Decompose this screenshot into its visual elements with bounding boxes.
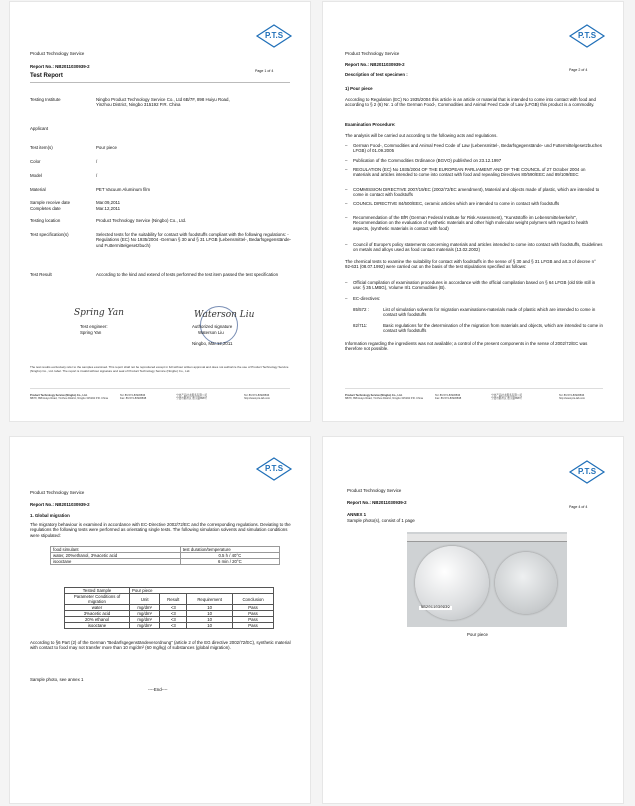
- footer-cn-address: 宁波市鄞州区 惠宇路898号: [176, 397, 207, 401]
- footer-address: 6B/7F, 898 Huiyu Road, Yinzhou District, Ningbo 315192 P.R. China: [30, 397, 108, 401]
- according-paragraph: According to §6 Part (2) of the German "Bedarfsgegenständeverordnung" (article 2 of the EG directive 2002/72/EC), synthetic material with contact to food may not transfer more than 10 mg/dm² (60 mg/kg) of substances (global migration).: [30, 640, 291, 651]
- footer-cn-block: [491, 394, 551, 400]
- page-number: Page 1 of 4: [255, 69, 274, 73]
- ec-code: 82/711:: [353, 323, 368, 328]
- report-page-2: [323, 2, 623, 421]
- signature-role: Authorized signature: [192, 324, 233, 329]
- ec-directives-title: EC-directives:: [353, 296, 381, 301]
- table-cell: 10: [187, 605, 233, 611]
- table-row: [65, 623, 274, 629]
- section-title: Examination Procedure:: [345, 122, 396, 127]
- field-value: PET Vacuum Aluminum film: [96, 187, 151, 192]
- footer-cn-address: 宁波市鄞州区 惠宇路898号: [491, 397, 522, 401]
- svg-text:P.T.S: P.T.S: [264, 31, 284, 40]
- migration-results-table: [64, 587, 274, 629]
- table-cell: Pass: [233, 617, 274, 623]
- svg-text:P.T.S: P.T.S: [577, 467, 597, 476]
- field-value: Mar.12,2011: [96, 206, 121, 211]
- footer-fax: Fax: 86-574-83936838: [120, 397, 147, 401]
- footer-web: http://www.pts-lab.com: [244, 397, 271, 401]
- table-cell: mg/dm²: [130, 611, 160, 617]
- ec-code: 85/572 :: [353, 307, 369, 312]
- report-page-1: [10, 2, 310, 421]
- disclaimer: The test results exclusively refer to the samples examined. This report shall not be reproduced except in full without written approval and does not authorize the use of Product Technology Service (Ningbo) Co., Ltd. label. The report is invalid without signature and seal of Product Technology Service (Ningbo) Co., Ltd.: [30, 365, 289, 373]
- pour-piece-back: [495, 552, 557, 614]
- table-cell: Pour piece: [130, 588, 274, 594]
- table-cell: 0.5 h / 40°C: [180, 553, 279, 559]
- place-date: Ningbo, Mar.12,2011: [192, 341, 233, 346]
- field-label: Color: [30, 159, 41, 164]
- table-cell: mg/dm²: [130, 623, 160, 629]
- chemical-tests-text: The chemical tests to examine the suitability for contact with foodstuffs in the sense of § 30 and § 31 LFGB and art.3 of decree n° 92-631 (08.07.1992) were carried out on the basis of the test stipulations specified as follows:: [345, 259, 596, 270]
- sample-label: NB2011030939: [421, 606, 450, 610]
- footer-company-block: [30, 394, 110, 400]
- brand-name: Product Technology Service: [345, 51, 400, 56]
- act-item: Council of Europe's policy statements concerning materials and articles intended to come into contact with foodstuffs, Guidelines on metals and alloys used as food contact materials (13.02.2002): [353, 242, 603, 253]
- field-label: Test Result: [30, 272, 52, 277]
- table-cell: Parameter Conditions of migration: [65, 594, 130, 605]
- table-cell: water, 20%ethanol, 3%acetic acid: [51, 553, 181, 559]
- svg-text:P.T.S: P.T.S: [264, 464, 284, 473]
- table-cell: 6 min / 20°C: [180, 559, 279, 565]
- table-cell: 10: [187, 611, 233, 617]
- bullet: –: [345, 167, 348, 172]
- field-value: Selected tests for the suitability for contact with foodstuffs compliant with the following regulations: -Regulations (EC) No 1935/2004 -German § 30 and § 31 LFGB (Lebensmittel-, Bedarfsgegenstände- und Futtermittelgesetzbuch): [96, 232, 292, 248]
- specimen-item: 1) Pour piece: [345, 86, 373, 91]
- bullet: –: [345, 158, 348, 163]
- table-row: [51, 559, 280, 565]
- field-label: Sample receive date: [30, 200, 71, 205]
- table-cell: 20% ethanol: [65, 617, 130, 623]
- bullet: –: [345, 280, 348, 285]
- footer-web: http://www.pts-lab.com: [559, 397, 586, 401]
- table-cell: Pass: [233, 611, 274, 617]
- divider: [345, 388, 603, 389]
- footer-tel: Tel: 86-574-83936836: [120, 394, 146, 397]
- field-label: Test item(s): [30, 145, 53, 150]
- footer-address: 6B/7F, 898 Huiyu Road, Yinzhou District, Ningbo 315192 P.R. China: [345, 397, 423, 401]
- pts-logo: [255, 24, 293, 48]
- bullet: –: [345, 143, 348, 148]
- table-cell: mg/dm²: [130, 617, 160, 623]
- bullet: –: [345, 296, 348, 301]
- act-item: Publication of the Commodities Ordinance (BGVO) published on 23.12.1997: [353, 158, 502, 163]
- bullet: –: [345, 215, 348, 220]
- signature-engineer: Spring Yan: [74, 308, 124, 318]
- field-value: According to the kind and extend of tests performed the test item passed the test specification: [96, 272, 279, 277]
- sample-photo-note: Sample photo, see annex 1: [30, 677, 84, 682]
- section-title: 1. Global migration: [30, 513, 70, 518]
- footer-company: Product Technology Service (Ningbo) Co., Ltd.: [30, 394, 88, 397]
- ec-text: List of simulation solvents for migration examinations-materials made of plastic which are intended to come in contact with foodstuffs: [383, 307, 596, 318]
- sample-photo: [407, 532, 567, 627]
- report-number: Report No.: NB2011030939-2: [30, 502, 90, 507]
- table-cell: 10: [187, 617, 233, 623]
- table-row: [65, 594, 274, 605]
- page-title: Test Report: [30, 73, 63, 79]
- simulant-table: [50, 546, 280, 565]
- table-cell: Tested Sample: [65, 588, 130, 594]
- table-cell: Requirement: [187, 594, 233, 605]
- divider: [30, 388, 290, 389]
- table-cell: isooctane: [51, 559, 181, 565]
- footer-tel: Tel: 86-574-83936836: [559, 394, 585, 397]
- field-value: Mar.09,2011: [96, 200, 121, 205]
- signature-name: Spring Yan: [80, 330, 102, 335]
- field-value: Ningbo Product Technology Service Co., Ltd 6B/7F, 898 Huiyu Road, Yinzhou District, Ningbo 315192 P.R. China: [96, 97, 230, 108]
- intro-text: According to Regulation (EC) No 1935/2004 this article is an article or material that is intended to come into contact with food and according to § 2 (6) Nr. 1 of the German Food-, Commodities and Animal Feed Code of Law (LFGB) this product is a commodity.: [345, 97, 596, 108]
- signature-role: Test engineer:: [80, 324, 108, 329]
- svg-text:P.T.S: P.T.S: [577, 31, 597, 40]
- ec-text: Basic regulations for the determination of the migration from materials and objects, which are intended to come in contact with foodstuffs: [383, 323, 603, 334]
- act-item: COUNCIL DIRECTIVE 84/500/EEC, ceramic articles which are intended to come in contact with foodstuffs: [353, 201, 560, 206]
- footer-tel: Tel: 86-574-83936836: [244, 394, 270, 397]
- table-cell: Pass: [233, 623, 274, 629]
- footer-fax: Fax: 86-574-83936838: [435, 397, 462, 401]
- field-value: /: [96, 159, 98, 164]
- report-page-4: [323, 437, 623, 803]
- footer-cn-block: [176, 394, 236, 400]
- table-cell: water: [65, 605, 130, 611]
- report-number: Report No.: NB2011030939-2: [347, 500, 407, 505]
- field-label: Testing location: [30, 218, 61, 223]
- footer-cn-company: 宁波产品技术服务有限公司: [491, 394, 523, 397]
- field-value: Product Technology Service (Ningbo) Co., Ltd.: [96, 218, 187, 223]
- signature-authorized: Waterson Liu: [194, 310, 255, 320]
- footer-company-block: [345, 394, 425, 400]
- table-cell: food simulant: [51, 547, 181, 553]
- ruler: [407, 534, 567, 542]
- act-item: COMMISSION DIRECTIVE 2007/19/EC (2002/72/EC amendment), Material and objects made of plastic, which are intended to come in contact with foodstuffs: [353, 187, 600, 198]
- footer-contact-block: [120, 394, 160, 400]
- footer-web-block: [559, 394, 609, 400]
- brand-name: Product Technology Service: [347, 488, 402, 493]
- table-cell: Pass: [233, 605, 274, 611]
- divider: [30, 82, 290, 83]
- info-note: Information regarding the ingredients was not available; a control of the present components in the sense of 2002/72/EC was therefore not possible.: [345, 341, 588, 352]
- annex-title: ANNEX 1: [347, 512, 367, 517]
- footer-tel: Tel: 86-574-83936836: [435, 394, 461, 397]
- field-label: Applicant: [30, 126, 49, 131]
- pts-logo: [568, 24, 606, 48]
- pts-logo: [568, 460, 606, 484]
- page-number: Page 4 of 4: [569, 505, 588, 509]
- field-label: Model: [30, 173, 42, 178]
- annex-subtitle: Sample photo(s), consist of 1 page: [347, 518, 415, 523]
- page-number: Page 2 of 4: [569, 68, 588, 72]
- table-cell: Result: [160, 594, 187, 605]
- table-cell: 10: [187, 623, 233, 629]
- report-page-3: [10, 437, 310, 803]
- report-number: Report No.: NB2011030939-2: [30, 64, 90, 69]
- bullet: –: [345, 242, 348, 247]
- brand-name: Product Technology Service: [30, 490, 85, 495]
- table-cell: <3: [160, 605, 187, 611]
- act-item: German Food-, Commodities and Animal Feed Code of Law (Lebensmittel-, Bedarfsgegenstände- und Futtermittelgesetzbuches LFGB) of 01.09.2005: [353, 143, 602, 154]
- act-item: REGULATION (EC) No 1935/2004 OF THE EUROPEAN PARLIAMENT AND OF THE COUNCIL of 27 October 2004 on materials and articles intended to come into contact with food and repealing Directives 80/590/EEC and 89/109/EEC: [353, 167, 586, 178]
- photo-caption: Pour piece: [467, 632, 488, 637]
- footer-company: Product Technology Service (Ningbo) Co., Ltd.: [345, 394, 403, 397]
- field-label: Testing Institute: [30, 97, 61, 102]
- act-item: Recommendation of the BfR (German Federal Institute for Risk Assessment), "Kunststoffe im Lebensmittelverkehr", Recommendation on the evaluation of synthetic materials and other high molecular weight polymers with regard to health aspects, (synthetic materials in contact with food): [353, 215, 589, 231]
- field-label: Material: [30, 187, 46, 192]
- table-cell: <3: [160, 617, 187, 623]
- official-compilation: Official compilation of examination procedures in accordance with the official compilation based on § 64 LFGB (old title still in use: § 35 LMBG), Volume II/1 Commodities (B).: [353, 280, 596, 291]
- bullet: –: [345, 201, 348, 206]
- brand-name: Product Technology Service: [30, 51, 85, 56]
- report-number: Report No.: NB2011030939-2: [345, 62, 405, 67]
- footer-contact-block: [435, 394, 475, 400]
- table-cell: Unit: [130, 594, 160, 605]
- table-cell: <3: [160, 611, 187, 617]
- table-cell: 3%acetic acid: [65, 611, 130, 617]
- table-cell: Conclusion: [233, 594, 274, 605]
- field-value: /: [96, 173, 98, 178]
- exam-intro: The analysis will be carried out according to the following acts and regulations.: [345, 133, 498, 138]
- field-value: Pour piece: [96, 145, 117, 150]
- table-cell: <3: [160, 623, 187, 629]
- section-title: Description of test specimen :: [345, 72, 408, 77]
- bullet: –: [345, 187, 348, 192]
- table-cell: isooctane: [65, 623, 130, 629]
- migration-paragraph: The migratory behaviour is examined in accordance with EC-Directive 2002/72/EC and the corresponding regulations. Deviating to the regulations the following tests were performed as orientating single tests. The following simulation solvents and simulation conditions were stipulated:: [30, 522, 291, 538]
- field-label: Completes date: [30, 206, 61, 211]
- field-label: Test specification(s): [30, 232, 69, 237]
- signature-name: Waterson Liu: [198, 330, 224, 335]
- table-cell: test duration/temperature: [180, 547, 279, 553]
- footer-cn-company: 宁波产品技术服务有限公司: [176, 394, 208, 397]
- pts-logo: [255, 457, 293, 481]
- end-marker: ----End----: [148, 687, 168, 692]
- footer-web-block: [244, 394, 294, 400]
- table-cell: mg/dm²: [130, 605, 160, 611]
